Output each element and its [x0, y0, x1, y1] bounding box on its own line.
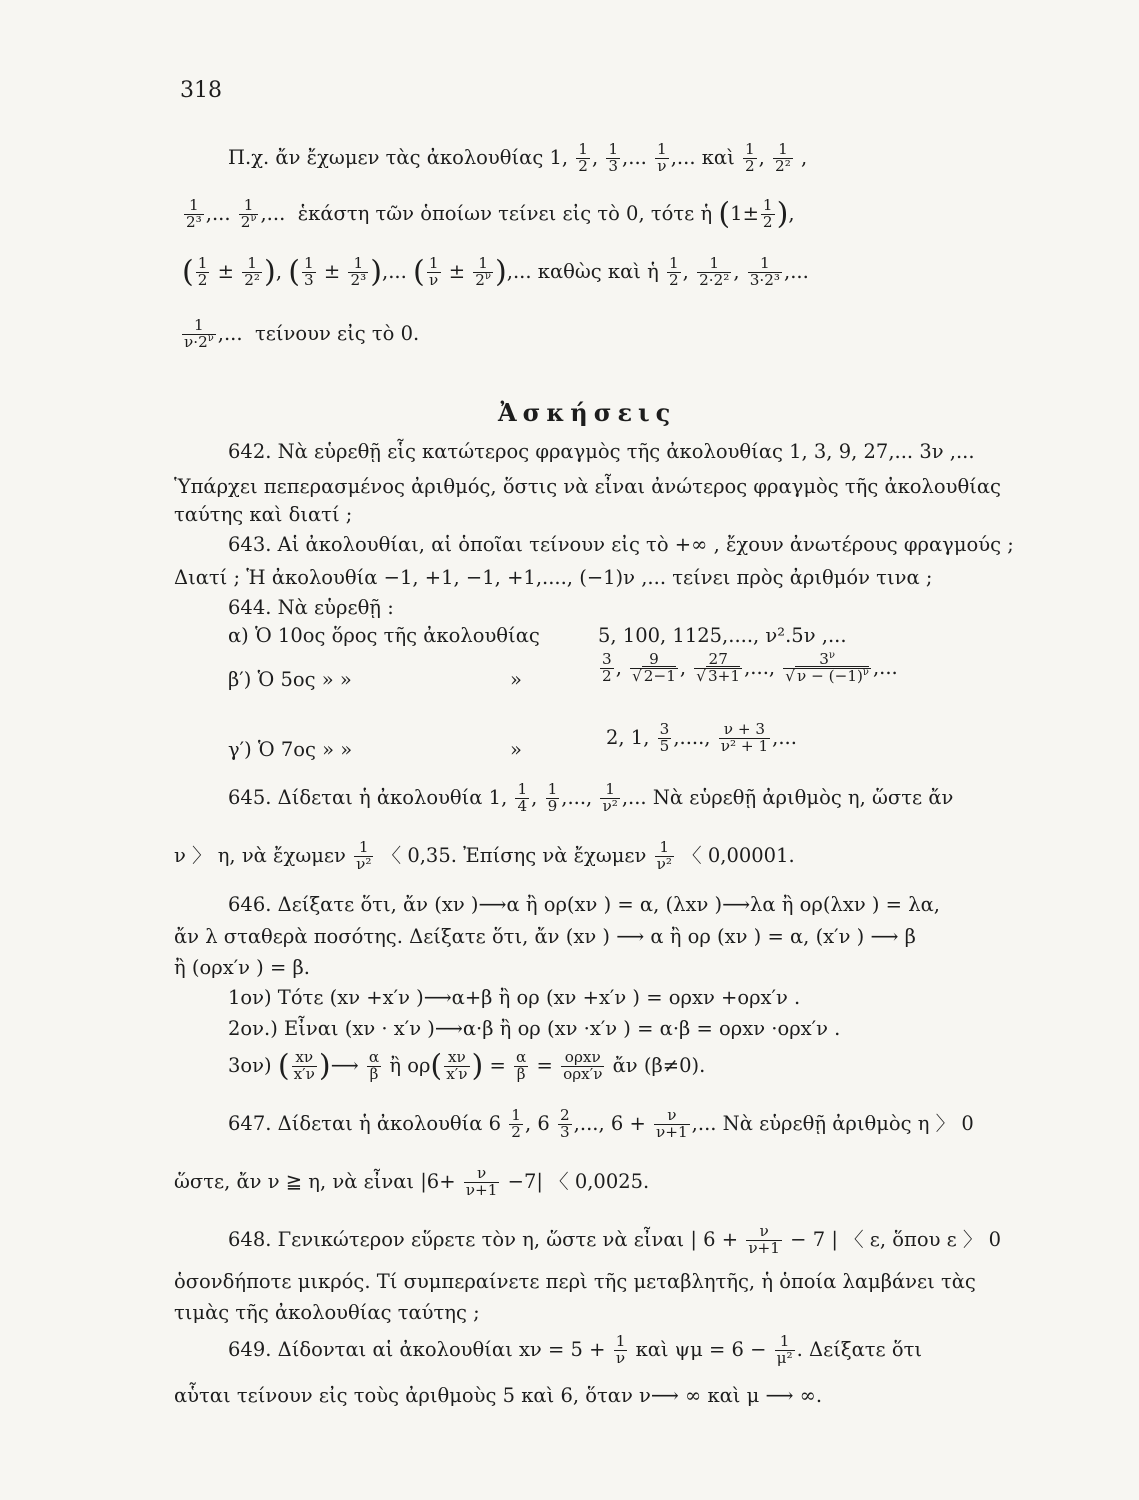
- exercise-645-line-2: [174, 840, 795, 873]
- exercise-645-l2b: 〈 0,35. Ἐπίσης νὰ ἔχωμεν: [381, 843, 647, 867]
- example-line-1: Π.χ. ἄν ἔχωμεν τὰς ἀκολουθίας 1, $\frac{1}{2}$ , $\frac{1}{3}$ ,... $\frac{1}{\nu}$ ,... καὶ $\frac{1}{2}$ , $\frac{1}{\text{2²}}$ ,: [228, 140, 808, 175]
- fraction: $\frac{1}{\nu}$: [615, 1332, 626, 1367]
- exercise-647-mid: Νὰ εὑρεθῇ ἀριθμὸς η 〉 0: [722, 1111, 974, 1135]
- exercise-644-a-sequence: 5, 100, 1125,...., ν².5ν ,...: [598, 624, 847, 647]
- fraction: $\frac{3^\nu}{√ \nu - (-1)^\nu}$: [785, 649, 869, 685]
- exercise-646-line-3: ἢ (ορx′ν ) = β.: [174, 956, 310, 979]
- exercise-648-line-1: [228, 1224, 1001, 1257]
- exercise-644-a-label: α) Ὁ 10ος ὅρος τῆς ἀκολουθίας: [228, 624, 540, 647]
- fraction: $\frac{\nu}{\nu+1}$: [465, 1164, 498, 1199]
- exercise-644-c-sequence: 2, 1, $\frac{3}{5}$ ,...., $\frac{\nu + 3}{\text{ν² + 1}}$ ,...: [606, 720, 797, 755]
- exercise-644-c-start: 2, 1,: [606, 725, 650, 749]
- exercise-649-line-2: αὗται τείνουν εἰς τοὺς ἀριθμοὺς 5 καὶ 6, ὅταν ν⟶ ∞ καὶ μ ⟶ ∞.: [174, 1384, 823, 1407]
- fraction: $\frac{x\nu}{x'\nu}$: [293, 1048, 315, 1083]
- fraction: $\frac{1}{2}$: [668, 254, 679, 289]
- exercise-648-l1a: 648. Γενικώτερον εὕρετε τὸν η, ὥστε νὰ εἶναι | 6 +: [228, 1227, 739, 1251]
- exercise-647-l2a: ὥστε, ἄν ν ≧ η, νὰ εἶναι |6+: [174, 1169, 456, 1193]
- exercise-647-line-1: 647. Δίδεται ἡ ἀκολουθία 6 $\frac{1}{2}$ , 6 $\frac{2}{3}$ ,..., 6 + $\frac{\nu}{\nu+1}$ ,... Νὰ εὑρεθῇ ἀριθμὸς η 〉 0: [228, 1106, 974, 1141]
- exercise-646-item-3-label: 3ον): [228, 1053, 272, 1077]
- fraction: $\frac{1}{\text{μ²}}$: [776, 1332, 793, 1367]
- exercise-646-line-1: 646. Δείξατε ὅτι, ἄν (xν )⟶α ἢ ορ(xν ) = α, (λxν )⟶λα ἢ ορ(λxν ) = λα,: [228, 893, 940, 916]
- exercise-644-b-mark: »: [510, 668, 522, 691]
- exercise-646-line-2: ἄν λ σταθερὰ ποσότης. Δείξατε ὅτι, ἄν (xν ) ⟶ α ἢ ορ (xν ) = α, (x′ν ) ⟶ β: [174, 925, 916, 948]
- section-heading: Ἀσκήσεις: [498, 398, 677, 427]
- exercise-644-c-mark: »: [510, 738, 522, 761]
- exercise-643-line-2: Διατί ; Ἡ ἀκολουθία −1, +1, −1, +1,...., (−1)ν ,... τείνει πρὸς ἀριθμόν τινα ;: [174, 566, 933, 589]
- fraction: $\frac{\nu}{\nu+1}$: [748, 1222, 780, 1257]
- example-line-2-text: ἑκάστη τῶν ὁποίων τείνει εἰς τὸ 0, τότε ἡ: [297, 201, 713, 225]
- fraction: $\frac{2}{3}$: [559, 1106, 570, 1141]
- fraction: $\frac{\nu + 3}{\text{ν² + 1}}$: [720, 720, 769, 755]
- exercise-646-item-3: 3ον) ( $\frac{x\nu}{x'\nu}$ )⟶ $\frac{\alpha}{\beta}$ ἢ ορ( $\frac{x\nu}{x'\nu}$ ) = $\frac{\alpha}{\beta}$ = $\frac{\text{ορxν}}{\text{ορx′ν}}$ ἄν (β≠0).: [228, 1048, 706, 1084]
- exercise-647-line-2: [174, 1166, 649, 1199]
- exercise-645-mid: Νὰ εὑρεθῇ ἀριθμὸς η, ὥστε ἄν: [652, 785, 954, 809]
- fraction: $\frac{1}{\nu}$: [657, 140, 667, 175]
- fraction: $\frac{1}{2}$: [744, 140, 755, 175]
- example-line-2: $\frac{1}{\text{2³}}$ ,... $\frac{1}{2^\nu}$ ,... ἑκάστη τῶν ὁποίων τείνει εἰς τὸ 0, τότε ἡ (1± $\frac{1}{2}$ ),: [186, 196, 795, 232]
- fraction: $\frac{3}{5}$: [659, 720, 670, 755]
- fraction: $\frac{1}{\text{ν²}}$: [602, 780, 618, 815]
- fraction: $\frac{\alpha}{\beta}$: [516, 1048, 527, 1083]
- exercise-642-line-1: 642. Νὰ εὑρεθῇ εἷς κατώτερος φραγμὸς τῆς ἀκολουθίας 1, 3, 9, 27,... 3ν ,...: [228, 440, 975, 463]
- exercise-647-l2b: −7| 〈 0,0025.: [507, 1169, 650, 1193]
- fraction: $\frac{1}{2}$: [578, 140, 588, 175]
- fraction: $\frac{1}{2}$: [511, 1106, 521, 1141]
- example-line-3: ( $\frac{1}{2}$ ± $\frac{1}{\text{2²}}$ ), ( $\frac{1}{3}$ ± $\frac{1}{\text{2³}}$ ),... ( $\frac{1}{\nu}$ ± $\frac{1}{2^\nu}$ ),... καθὼς καὶ ἡ $\frac{1}{2}$ , $\frac{1}{\text{2·2²}}$ , $\frac{1}{\text{3·2³}}$ ,...: [182, 254, 809, 290]
- exercise-644-b-sequence: $\frac{3}{2}$ , $\frac{9}{√ 2-1}$ , $\frac{27}{√ 3+1}$ ,..., $\frac{3^\nu}{√ \nu - (-1)^\nu}$ ,...: [602, 649, 898, 685]
- exercise-644-line-1: 644. Νὰ εὑρεθῇ :: [228, 596, 394, 619]
- fraction: $\frac{1}{2^\nu}$: [475, 254, 491, 289]
- fraction: $\frac{1}{9}$: [547, 780, 558, 815]
- fraction: $\frac{1}{\nu}$: [428, 254, 439, 289]
- and-word: καὶ: [701, 145, 735, 169]
- exercise-649-l1c: . Δείξατε ὅτι: [796, 1337, 923, 1361]
- fraction: $\frac{\alpha}{\beta}$: [368, 1048, 380, 1083]
- exercise-649-line-1: [228, 1334, 922, 1367]
- fraction: $\frac{x\nu}{x'\nu}$: [446, 1048, 468, 1083]
- fraction: $\frac{27}{√ 3+1}$: [696, 650, 741, 685]
- exercise-647-start: 647. Δίδεται ἡ ἀκολουθία 6: [228, 1111, 502, 1135]
- exercise-648-l1b: − 7 | 〈 ε, ὅπου ε 〉 0: [790, 1227, 1002, 1251]
- fraction: $\frac{1}{\text{2·2²}}$: [699, 254, 730, 289]
- example-line-4-text: τείνουν εἰς τὸ 0.: [254, 321, 420, 345]
- fraction: $\frac{1}{2^\nu}$: [240, 196, 257, 231]
- exercise-646-item-1: 1ον) Τότε (xν +x′ν )⟶α+β ἢ ορ (xν +x′ν ) = ορxν +ορx′ν .: [228, 986, 801, 1009]
- fraction: $\frac{1}{2}$: [762, 196, 773, 231]
- exercise-644-b-label: β′) Ὁ 5ος » »: [228, 668, 352, 691]
- fraction: $\frac{1}{\text{2²}}$: [244, 254, 261, 289]
- exercise-642-line-2: Ὑπάρχει πεπερασμένος ἀριθμός, ὅστις νὰ εἶναι ἀνώτερος φραγμὸς τῆς ἀκολουθίας: [174, 475, 1001, 498]
- fraction: $\frac{\nu}{\nu+1}$: [656, 1106, 688, 1141]
- fraction: $\frac{1}{4}$: [517, 780, 528, 815]
- exercise-649-l1b: καὶ ψμ = 6 −: [635, 1337, 767, 1361]
- exercise-645-l2c: 〈 0,00001.: [682, 843, 795, 867]
- fraction: $\frac{1}{3}$: [608, 140, 619, 175]
- exercise-645-start: 645. Δίδεται ἡ ἀκολουθία 1,: [228, 785, 508, 809]
- fraction: $\frac{1}{\nu\cdot 2^\nu}$: [184, 316, 214, 351]
- example-line-1-text: Π.χ. ἄν ἔχωμεν τὰς ἀκολουθίας 1,: [228, 145, 569, 169]
- exercise-648-line-3: τιμὰς τῆς ἀκολουθίας ταύτης ;: [174, 1301, 480, 1324]
- exercise-648-line-2: ὁσονδήποτε μικρός. Τί συμπεραίνετε περὶ τῆς μεταβλητῆς, ἡ ὁποία λαμβάνει τὰς: [174, 1270, 976, 1293]
- exercise-642-line-3: ταύτης καὶ διατί ;: [174, 503, 353, 526]
- fraction: $\frac{1}{\text{2³}}$: [350, 254, 367, 289]
- fraction: $\frac{\text{ορxν}}{\text{ορx′ν}}$: [563, 1048, 603, 1083]
- as-well-text: καθὼς καὶ ἡ: [537, 259, 659, 283]
- exercise-649-l1a: 649. Δίδονται αἱ ἀκολουθίαι xν = 5 +: [228, 1337, 606, 1361]
- fraction: $\frac{9}{√ 2-1}$: [632, 650, 676, 685]
- fraction: $\frac{1}{3}$: [304, 254, 314, 289]
- exercise-646-item-2: 2ον.) Εἶναι (xν · x′ν )⟶α·β ἢ ορ (xν ·x′ν ) = α·β = ορxν ·ορx′ν .: [228, 1017, 841, 1040]
- fraction: $\frac{1}{2}$: [197, 254, 208, 289]
- fraction: $\frac{1}{\text{ν²}}$: [656, 838, 672, 873]
- fraction: $\frac{1}{\text{2³}}$: [186, 196, 202, 231]
- fraction: $\frac{1}{\text{ν²}}$: [356, 838, 372, 873]
- fraction: $\frac{1}{\text{3·2³}}$: [749, 254, 781, 289]
- page-number: 318: [180, 78, 222, 103]
- example-line-4: $\frac{1}{\nu\cdot 2^\nu}$ ,... τείνουν εἰς τὸ 0.: [184, 316, 420, 351]
- fraction: $\frac{1}{\text{2²}}$: [775, 140, 791, 175]
- exercise-644-c-label: γ′) Ὁ 7ος » »: [228, 738, 353, 761]
- fraction: $\frac{3}{2}$: [602, 650, 612, 685]
- exercise-645-line-1: 645. Δίδεται ἡ ἀκολουθία 1, $\frac{1}{4}$ , $\frac{1}{9}$ ,..., $\frac{1}{\text{ν²}}$ ,... Νὰ εὑρεθῇ ἀριθμὸς η, ὥστε ἄν: [228, 780, 954, 815]
- exercise-645-l2a: ν 〉 η, νὰ ἔχωμεν: [174, 843, 346, 867]
- exercise-643-line-1: 643. Αἱ ἀκολουθίαι, αἱ ὁποῖαι τείνουν εἰς τὸ +∞ , ἔχουν ἀνωτέρους φραγμούς ;: [228, 533, 1014, 556]
- exercise-646-item-3-tail: ἄν (β≠0).: [612, 1053, 706, 1077]
